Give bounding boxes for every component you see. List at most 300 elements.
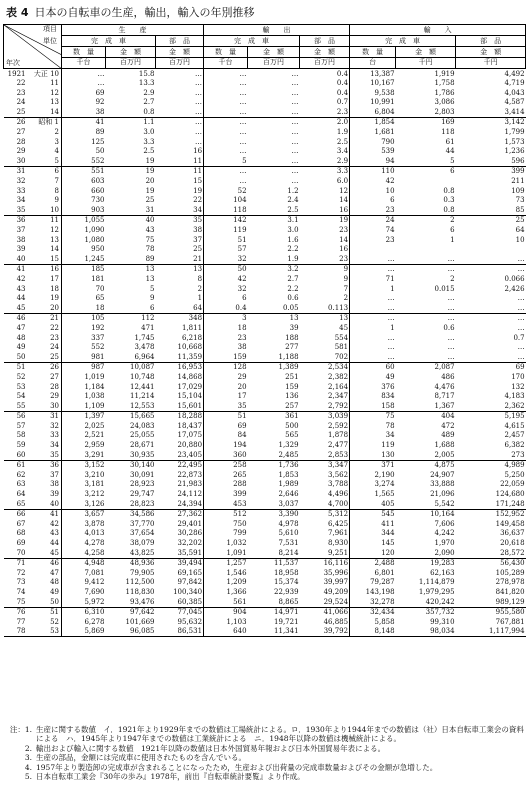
table-cell: 4,719 (504, 79, 525, 88)
cell-year: 59 (16, 441, 26, 450)
cell-era: 38 (28, 480, 62, 490)
table-cell: 1,854 (374, 118, 395, 127)
table-cell (456, 245, 526, 255)
table-cell: … (239, 118, 247, 127)
cell-era: 50 (28, 597, 62, 607)
cell-era: 12 (28, 226, 62, 236)
table-cell: 119 (233, 226, 247, 234)
table-cell: 5,869 (84, 627, 105, 636)
table-cell: 348 (156, 313, 204, 323)
table-row (4, 137, 526, 147)
cell-era: 16 (28, 264, 62, 274)
table-cell: 25,055 (130, 431, 155, 440)
table-cell: … (350, 303, 396, 313)
table-cell: 0.4 (300, 88, 350, 98)
header-item: 項目 (43, 25, 57, 33)
table-cell: 48,936 (130, 559, 155, 568)
table-cell: … (350, 254, 396, 264)
table-cell: 1,799 (504, 128, 525, 137)
table-cell: 158 (350, 401, 396, 411)
table-cell: 337 (91, 333, 105, 342)
table-cell: 15,665 (130, 412, 155, 421)
table-cell: 1,397 (84, 412, 105, 421)
cell-year: 47 (16, 323, 26, 332)
table-cell: 2.9 (143, 88, 155, 97)
table-cell: 185 (91, 265, 105, 274)
cell-year: 41 (16, 265, 26, 274)
footnotes (6, 725, 524, 781)
cell-year: 54 (16, 392, 26, 401)
table-cell: 3,126 (62, 499, 106, 509)
table-cell: 7 (300, 284, 350, 294)
table-cell: 2.4 (287, 196, 299, 205)
table-cell: … (447, 265, 455, 274)
table-cell: 118,830 (125, 587, 155, 596)
cell-year: 29 (16, 147, 26, 156)
table-cell: 22,059 (500, 480, 525, 489)
header-unit-cell: 千円 (396, 58, 456, 69)
header-sub: 完 成 車 (62, 36, 156, 47)
table-cell (396, 177, 456, 187)
header-unit-cell: 千台 (62, 58, 106, 69)
table-cell: 2,853 (300, 450, 350, 460)
cell-year: 55 (4, 401, 28, 411)
table-cell: 950 (91, 245, 105, 254)
table-cell: 10,748 (130, 372, 155, 381)
table-row (4, 558, 526, 568)
cell-era: 4 (28, 147, 62, 157)
cell-year: 75 (4, 597, 28, 607)
table-cell: 42 (385, 177, 395, 186)
table-row (4, 235, 526, 245)
table-cell: 18 (62, 303, 106, 313)
table-cell: 92 (95, 98, 105, 107)
header-unit-cell: 百万円 (300, 58, 350, 69)
footnote-item (6, 772, 524, 781)
table-cell: … (156, 128, 204, 138)
table-cell: 1,786 (434, 88, 455, 97)
table-cell: 50 (237, 265, 247, 274)
cell-era: 15 (28, 254, 62, 264)
table-cell: 4,258 (62, 548, 106, 558)
cell-year: 56 (16, 412, 26, 421)
table-row (4, 128, 526, 138)
table-cell: 1,245 (62, 254, 106, 264)
cell-year: 57 (16, 421, 26, 430)
table-cell: 17,029 (156, 382, 204, 392)
table-cell: 0.6 (443, 323, 455, 332)
table-cell: 23 (350, 205, 396, 215)
table-cell: 23 (385, 235, 395, 244)
table-cell: 2.5 (248, 205, 300, 215)
table-cell: … (239, 147, 247, 156)
table-cell: 23,405 (156, 450, 204, 460)
table-cell: … (517, 265, 525, 274)
table-cell: … (204, 107, 248, 117)
table-cell: 399 (233, 490, 247, 499)
table-row (4, 69, 526, 79)
table-row (4, 411, 526, 421)
table-cell: 3,414 (456, 107, 526, 117)
table-cell: 71 (385, 274, 395, 283)
cell-year: 50 (4, 352, 28, 362)
table-cell: 6,310 (84, 608, 105, 617)
table-cell: 8,214 (248, 548, 300, 558)
table-cell: 21,983 (156, 480, 204, 490)
table-cell: 6 (106, 303, 156, 313)
table-cell: 19,721 (274, 617, 299, 626)
table-cell: 5,312 (300, 509, 350, 519)
table-cell: 3,210 (84, 470, 105, 479)
table-cell: 4,587 (504, 98, 525, 107)
table-cell: 4,989 (504, 461, 525, 470)
table-cell: 33,888 (430, 480, 455, 489)
table-cell: 3.3 (300, 166, 350, 176)
table-cell: 97,642 (130, 608, 155, 617)
table-cell: 376 (381, 382, 395, 391)
table-cell: 39,494 (156, 558, 204, 568)
table-cell: 30,091 (130, 470, 155, 479)
table-cell: 2,485 (248, 450, 300, 460)
table-row (4, 313, 526, 323)
cell-year: 32 (16, 177, 26, 186)
footnote-text: 日本自転車工業会『30年の歩み』1978年，前出『自転車統計要覧』より作成。 (36, 772, 305, 782)
table-cell: 4,476 (434, 382, 455, 391)
table-cell: 19 (145, 167, 155, 176)
header-sub: 完 成 車 (350, 36, 456, 47)
table-cell: 35 (156, 215, 204, 225)
table-cell: 405 (350, 499, 396, 509)
table-cell: 7,606 (434, 519, 455, 528)
table-cell: 1,736 (278, 461, 299, 470)
table-cell: 257 (248, 401, 300, 411)
table-cell: 258 (233, 461, 247, 470)
cell-era: 6 (28, 166, 62, 176)
table-cell: 1,117,994 (488, 627, 525, 636)
table-cell: 49,209 (300, 587, 350, 597)
table-cell: … (456, 352, 526, 362)
cell-era: 46 (28, 558, 62, 568)
table-cell: 251 (285, 372, 299, 381)
table-cell: 105,289 (495, 568, 525, 577)
table-cell: 15,374 (274, 578, 299, 587)
table-cell: 64 (515, 226, 525, 234)
table-cell: 903 (62, 205, 106, 215)
cell-era: 26 (28, 362, 62, 372)
table-row (4, 333, 526, 343)
table-row (4, 79, 526, 89)
cell-year: 42 (16, 274, 26, 283)
table-cell: 3,037 (248, 499, 300, 509)
cell-year: 60 (4, 450, 28, 460)
table-cell: 3,562 (300, 470, 350, 480)
header-col: 数 量 (350, 47, 396, 58)
table-cell: 98,034 (430, 627, 455, 636)
footnote-number: 3. (24, 753, 32, 763)
table-cell: … (291, 98, 299, 107)
table-row (4, 245, 526, 255)
table-cell: 20 (237, 382, 247, 391)
table-cell: 14,868 (156, 372, 204, 382)
table-cell: 99,310 (430, 617, 455, 626)
table-cell: 2.7 (143, 98, 155, 107)
table-cell: 24,394 (156, 499, 204, 509)
table-cell: 6,964 (106, 352, 156, 362)
table-cell: 2,090 (396, 548, 456, 558)
table-cell: 3,657 (84, 510, 105, 519)
table-cell: 118 (204, 205, 248, 215)
table-cell: 5,195 (504, 412, 525, 421)
table-cell: 35 (204, 401, 248, 411)
table-cell: 8,717 (434, 392, 455, 401)
cell-era: 19 (28, 294, 62, 304)
table-cell: 411 (381, 519, 395, 528)
table-cell: 79,905 (130, 568, 155, 577)
table-cell: 1,055 (84, 216, 105, 225)
table-cell: 360 (204, 450, 248, 460)
table-cell: 6,278 (84, 617, 105, 626)
table-row (4, 587, 526, 597)
cell-era: 2 (28, 128, 62, 138)
table-cell: 120 (350, 548, 396, 558)
cell-year: 1921 (7, 69, 26, 78)
table-cell: 2 (450, 216, 455, 225)
table-cell: 15,104 (156, 392, 204, 402)
table-cell: 19 (145, 186, 155, 195)
table-cell: 8,865 (248, 597, 300, 607)
table-cell: 2.5 (143, 147, 155, 156)
table-cell: 3,181 (84, 480, 105, 489)
table-cell: 4,615 (504, 421, 525, 430)
table-row (4, 98, 526, 108)
cell-year: 40 (4, 254, 28, 264)
table-cell: 69,165 (156, 568, 204, 578)
table-cell: 1,038 (84, 392, 105, 401)
table-cell: 27,362 (156, 509, 204, 519)
cell-year: 33 (16, 186, 26, 195)
table-cell: … (239, 177, 247, 186)
table-caption: 日本の自転車の生産，輸出，輸入の年別推移 (34, 6, 255, 19)
table-row (4, 343, 526, 353)
table-cell: 13,387 (370, 69, 395, 78)
table-cell: 596 (456, 156, 526, 166)
table-cell: 22 (156, 196, 204, 206)
header-export: 輸 出 (204, 25, 350, 36)
table-cell: 2,025 (84, 421, 105, 430)
header-col: 数 量 (204, 47, 248, 58)
cell-era: 大正 10 (28, 69, 62, 79)
table-cell: 6,425 (300, 519, 350, 529)
cell-year: 25 (4, 107, 28, 117)
table-row (4, 372, 526, 382)
table-cell: 32,434 (370, 608, 395, 617)
cell-era: 7 (28, 177, 62, 187)
cell-era: 47 (28, 568, 62, 578)
table-cell: 955,580 (495, 608, 525, 617)
table-cell: 3.4 (300, 147, 350, 157)
table-cell: 28,572 (456, 548, 526, 558)
table-cell: 471 (141, 323, 155, 332)
table-cell: 21 (156, 254, 204, 264)
table-cell: 14,971 (274, 608, 299, 617)
cell-era: 3 (28, 137, 62, 147)
table-cell: 8,148 (374, 627, 395, 636)
table-cell: 110 (381, 167, 395, 176)
table-cell: 10,087 (130, 363, 155, 372)
table-cell: 5 (396, 156, 456, 166)
table-cell: 145 (381, 539, 395, 547)
table-cell: … (456, 303, 526, 313)
cell-year: 26 (16, 118, 26, 127)
table-cell: 1,114,879 (418, 578, 455, 587)
table-cell: … (396, 254, 456, 264)
table-cell: 404 (441, 412, 455, 421)
table-cell: … (517, 314, 525, 323)
table-cell: … (156, 98, 204, 108)
table-cell: 278,978 (495, 578, 525, 587)
cell-era: 11 (28, 215, 62, 225)
cell-year: 36 (16, 216, 26, 225)
table-row (4, 401, 526, 411)
cell-year: 66 (16, 510, 26, 519)
table-cell: 22,939 (274, 587, 299, 596)
table-cell: 78 (145, 245, 155, 254)
table-cell: 5,610 (278, 529, 299, 538)
cell-era: 28 (28, 382, 62, 392)
table-row (4, 294, 526, 304)
table-cell: 40 (145, 216, 155, 225)
table-cell: 31 (106, 205, 156, 215)
table-cell: 192 (91, 323, 105, 332)
table-cell: 1,032 (226, 539, 247, 547)
footnote-number: 2. (24, 743, 32, 753)
table-row (4, 88, 526, 98)
table-cell: 5 (204, 156, 248, 166)
header-col: 数 量 (62, 47, 106, 58)
table-row (4, 539, 526, 549)
table-cell: 11,537 (274, 559, 299, 568)
cell-year: 45 (4, 303, 28, 313)
cell-year: 78 (16, 627, 26, 636)
table-cell: 74 (385, 226, 395, 234)
header-unit-cell: 百万円 (106, 58, 156, 69)
table-cell: 8,930 (300, 539, 350, 549)
table-cell: … (156, 117, 204, 127)
table-cell: 1,257 (226, 559, 247, 568)
table-cell: 6,218 (156, 333, 204, 343)
table-cell: … (387, 265, 395, 274)
table-cell: 10 (385, 186, 395, 195)
table-cell: 37,654 (130, 529, 155, 538)
table-cell: 1,090 (84, 226, 105, 234)
table-row (4, 450, 526, 460)
table-cell: … (447, 294, 455, 303)
table-row (4, 117, 526, 127)
table-cell: 7,961 (300, 529, 350, 539)
footnote-number: 注：1. (9, 725, 32, 734)
cell-era: 24 (28, 343, 62, 353)
table-cell: 10,991 (370, 98, 395, 107)
table-cell: 399 (511, 167, 525, 176)
table-row (4, 490, 526, 500)
table-cell: … (239, 128, 247, 137)
table-cell: 2,362 (456, 401, 526, 411)
table-cell: 22,495 (156, 460, 204, 470)
table-cell: 20 (145, 177, 155, 186)
table-cell: 13 (300, 313, 350, 323)
table-row (4, 568, 526, 578)
table-cell: 13 (145, 265, 155, 274)
table-cell: 7,690 (84, 587, 105, 596)
footnote-item (6, 763, 524, 772)
table-cell: 75 (145, 235, 155, 244)
table-row (4, 480, 526, 490)
table-cell: 97,842 (156, 578, 204, 588)
table-cell: … (447, 314, 455, 323)
table-cell: 1,919 (434, 69, 455, 78)
table-cell: 38 (62, 107, 106, 117)
table-cell: 23 (300, 254, 350, 264)
table-cell: 19,283 (430, 559, 455, 568)
table-cell: … (291, 177, 299, 186)
table-cell: 77,045 (156, 607, 204, 617)
cell-year: 49 (16, 343, 26, 352)
table-cell: 136 (285, 392, 299, 401)
table-row (4, 186, 526, 196)
table-row (4, 323, 526, 333)
cell-year: 52 (16, 372, 26, 381)
table-cell: 17 (237, 392, 247, 401)
table-cell: 0.4 (300, 79, 350, 89)
table-cell: 841,820 (495, 587, 525, 596)
table-cell: 660 (91, 186, 105, 195)
table-cell: … (291, 167, 299, 176)
cell-year: 69 (16, 539, 26, 547)
table-cell: 3,347 (300, 460, 350, 470)
table-cell: 132 (511, 382, 525, 391)
table-cell: 2.3 (300, 107, 350, 117)
table-row (4, 519, 526, 529)
table-cell: 834 (381, 392, 395, 401)
cell-era: 17 (28, 274, 62, 284)
table-cell: 18,437 (156, 421, 204, 431)
table-cell: 1 (450, 235, 455, 244)
table-cell: 1,989 (278, 480, 299, 489)
header-col: 金 額 (106, 47, 156, 58)
table-cell: … (350, 352, 396, 362)
table-cell: 3,039 (300, 411, 350, 421)
table-cell: 799 (233, 529, 247, 538)
table-row (4, 441, 526, 451)
table-cell: 1,103 (226, 617, 247, 626)
table-cell: 4,242 (434, 529, 455, 538)
table-cell: 565 (285, 431, 299, 440)
table-cell: 29,401 (156, 519, 204, 529)
table-cell: 46,885 (300, 617, 350, 627)
table-cell: 50 (95, 147, 105, 156)
table-cell: 211 (511, 177, 525, 186)
table-cell: 51 (237, 412, 247, 421)
table-cell: … (517, 294, 525, 303)
table-row (4, 529, 526, 539)
table-cell: 3.0 (287, 226, 299, 234)
table-cell: 750 (233, 519, 247, 528)
cell-year: 43 (16, 284, 26, 293)
cell-era: 13 (28, 98, 62, 108)
table-cell: 38,079 (130, 539, 155, 547)
table-cell: 3,478 (134, 343, 155, 352)
table-cell: … (239, 69, 247, 78)
